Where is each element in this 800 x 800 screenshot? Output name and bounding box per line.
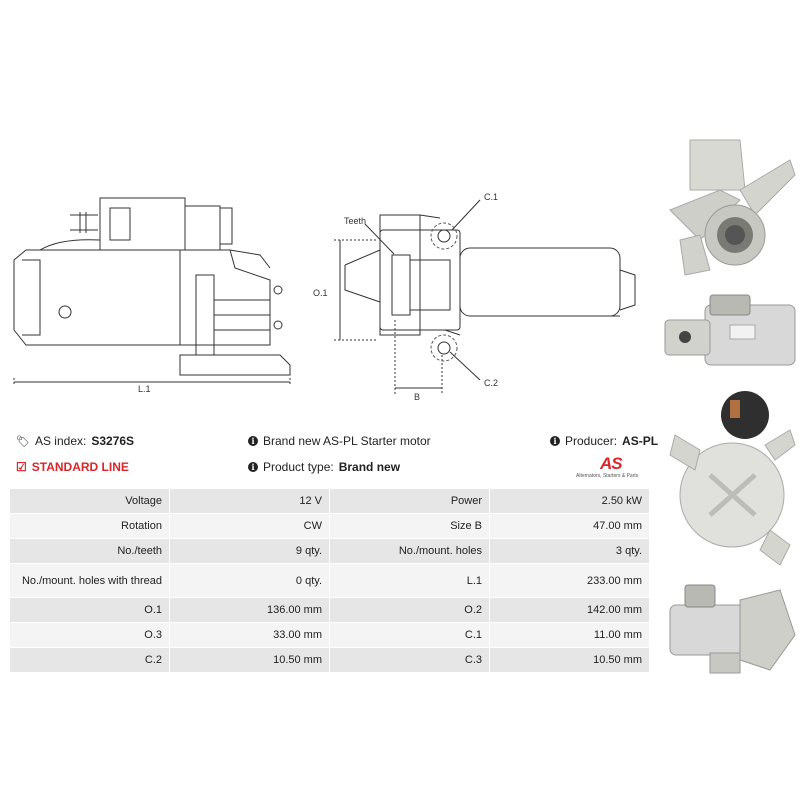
- table-row: [10, 539, 650, 564]
- teeth-label: Teeth: [344, 216, 367, 226]
- as-pl-logo: [576, 456, 651, 480]
- spec-label: O.2: [330, 598, 490, 623]
- as-index-label: AS index:: [34, 434, 87, 448]
- checkbox-icon: ☑: [16, 460, 27, 474]
- standard-line: [16, 460, 129, 474]
- photo-side-view: [660, 285, 800, 375]
- table-row: [10, 648, 650, 673]
- standard-line-label: STANDARD LINE: [31, 460, 129, 474]
- spec-label: L.1: [330, 564, 490, 598]
- logo-tagline: Alternators, Starters & Parts: [576, 473, 639, 479]
- spec-value: 3 qty.: [490, 539, 650, 564]
- info-icon: i: [550, 436, 560, 446]
- producer-label: Producer:: [565, 434, 618, 448]
- spec-label: No./mount. holes with thread: [10, 564, 170, 598]
- b-dimension-label: B: [414, 392, 421, 402]
- spec-value: 11.00 mm: [490, 623, 650, 648]
- producer: [550, 434, 658, 448]
- spec-label: C.1: [330, 623, 490, 648]
- technical-drawing: [0, 120, 660, 420]
- spec-label: C.2: [10, 648, 170, 673]
- spec-label: No./mount. holes: [330, 539, 490, 564]
- table-row: [10, 564, 650, 598]
- table-row: [10, 598, 650, 623]
- as-index-value: S3276S: [91, 434, 135, 448]
- photo-front-view: [660, 130, 800, 280]
- spec-label: Voltage: [10, 489, 170, 514]
- info-icon: i: [248, 462, 258, 472]
- spec-value: 233.00 mm: [490, 564, 650, 598]
- spec-label: C.3: [330, 648, 490, 673]
- spec-label: Power: [330, 489, 490, 514]
- product-info: [10, 432, 659, 482]
- producer-value: AS-PL: [622, 434, 659, 448]
- spec-value: 0 qty.: [170, 564, 330, 598]
- spec-value: 33.00 mm: [170, 623, 330, 648]
- description-text: Brand new AS-PL Starter motor: [263, 434, 431, 448]
- c2-label: C.2: [484, 378, 499, 388]
- as-index: [16, 434, 134, 448]
- spec-value: CW: [170, 514, 330, 539]
- product-type-value: Brand new: [338, 460, 401, 474]
- spec-label: Size B: [330, 514, 490, 539]
- description: [248, 434, 431, 448]
- product-photos: [660, 120, 800, 680]
- product-type: [248, 460, 400, 474]
- tag-icon: 🏷: [16, 435, 30, 448]
- table-row: [10, 489, 650, 514]
- photo-rear-view: [660, 385, 800, 570]
- spec-value: 2.50 kW: [490, 489, 650, 514]
- spec-value: 136.00 mm: [170, 598, 330, 623]
- spec-value: 142.00 mm: [490, 598, 650, 623]
- spec-table: [9, 488, 650, 673]
- c1-label: C.1: [484, 192, 499, 202]
- spec-value: 10.50 mm: [490, 648, 650, 673]
- spec-label: No./teeth: [10, 539, 170, 564]
- table-row: [10, 514, 650, 539]
- starter-motor-drawing: [0, 120, 660, 420]
- info-icon: i: [248, 436, 258, 446]
- spec-value: 9 qty.: [170, 539, 330, 564]
- logo-mark: AS: [600, 454, 622, 473]
- photo-top-view: [660, 575, 800, 680]
- spec-label: O.3: [10, 623, 170, 648]
- length-dimension-label: L.1: [138, 384, 151, 394]
- spec-value: 10.50 mm: [170, 648, 330, 673]
- product-type-label: Product type:: [263, 460, 334, 474]
- height-dimension-label: O.1: [313, 288, 328, 298]
- table-row: [10, 623, 650, 648]
- spec-label: Rotation: [10, 514, 170, 539]
- spec-label: O.1: [10, 598, 170, 623]
- spec-value: 12 V: [170, 489, 330, 514]
- spec-value: 47.00 mm: [490, 514, 650, 539]
